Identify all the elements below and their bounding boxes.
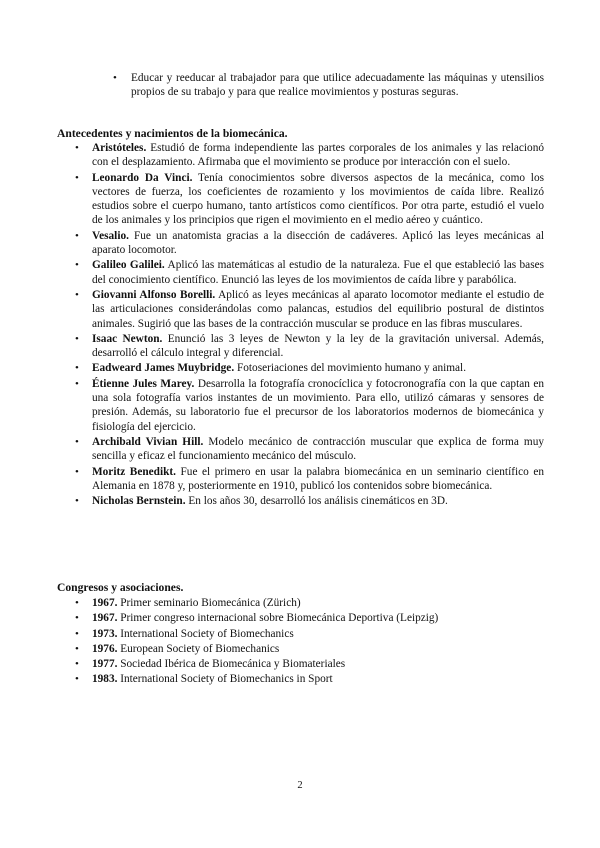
person-name: Isaac Newton. [92,332,163,345]
item-text: En los años 30, desarrolló los análisis cinemáticos en 3D. [185,495,448,508]
item-text: Aplicó las matemáticas al estudio de la naturaleza. Fue el que estableció las bases del conocimiento científico. Enunció las leyes de los movimientos de caída libre y parabólica. [92,259,544,286]
person-name: Galileo Galilei. [92,259,165,272]
section-heading-history: Antecedentes y nacimientos de la biomecánica. [57,127,288,140]
list-item [92,141,544,170]
list-item [92,611,544,625]
list-item: • Educar y reeducar al trabajador para que utilice adecuadamente las máquinas y utensilios propios de su trabajo y para que realice movimientos y posturas seguras. [131,71,544,100]
year: 1967. [92,612,118,625]
list-item [92,171,544,228]
item-text: Enunció las 3 leyes de Newton y la ley de la gravitación universal. Además, desarrolló el cálculo integral y diferencial. [92,332,544,360]
person-name: Moritz Benedikt. [92,465,176,478]
item-text: Modelo mecánico de contracción muscular que explica de forma muy sencilla y eficaz el funcionamiento mecánico del músculo. [92,435,544,463]
item-text: Aplicó as leyes mecánicas al aparato locomotor mediante el estudio de las articulaciones considerándolas como palancas, estudios del equilibrio postural de distintos animales. Sugirió que las bases de la contracción muscular se produce en las fibras musculares. [92,288,544,330]
list-item [92,672,544,686]
item-text: Sociedad Ibérica de Biomecánica y Biomateriales [117,658,346,671]
list-item [92,465,544,494]
item-text: Primer congreso internacional sobre Biomecánica Deportiva (Leipzig) [117,612,439,625]
list-item [92,288,544,331]
person-name: Nicholas Bernstein. [92,495,186,508]
person-name: Archibald Vivian Hill. [92,435,204,448]
item-text: Desarrolla la fotografía cronocíclica y fotocronografía con la que captan en una sola fotografía varios instantes de un movimiento. Para ello, utilizó cámaras y sensores de presión. Además, su laboratorio fue el precursor de los laboratorios modernos de biomecánica y fisiología del ejercicio. [92,377,544,433]
list-item [92,627,544,641]
year: 1973. [92,627,118,640]
item-text: Estudió de forma independiente las partes corporales de los animales y las relacionó con el desplazamiento. Afirmaba que el movimiento se produce por interacción con el suelo. [92,142,544,169]
list-item [92,657,544,671]
item-text: European Society of Biomechanics [117,642,280,655]
list-item [92,596,544,610]
list-item [92,494,544,508]
person-name: Eadweard James Muybridge. [92,362,235,375]
list-item [92,258,544,287]
intro-list [131,71,544,100]
list-item [92,229,544,258]
item-text: International Society of Biomechanics [117,627,294,640]
section-heading-congress: Congresos y asociaciones. [57,581,184,594]
list-item [92,332,544,361]
year: 1967. [92,597,118,609]
page-number: 2 [297,780,303,791]
list-item [92,377,544,434]
year: 1983. [92,673,118,686]
item-text: Fue un anatomista gracias a la disección de cadáveres. Aplicó las leyes mecánicas al aparato locomotor. [92,229,544,257]
list-item [92,361,544,375]
person-name: Leonardo Da Vinci. [92,171,193,184]
item-text: Tenía conocimientos sobre diversos aspectos de la mecánica, como los vectores de fuerza, los coeficientes de rozamiento y los movimientos de caída libre. Realizó estudios sobre el cuerpo humano, tanto artísticos como científicos. Por otra parte, estudió el vuelo de los animales y los principios que rigen el movimiento en el medio aéreo y cuántico. [92,171,544,227]
item-text: Fue el primero en usar la palabra biomecánica en un seminario científico en Alemania en 1878 y, posteriormente en 1910, publicó los contenidos sobre biomecánica. [92,465,544,492]
list-item [92,435,544,464]
item-text: International Society of Biomechanics in Sport [117,673,333,686]
year: 1976. [92,642,118,655]
list-item [92,642,544,656]
person-name: Giovanni Alfonso Borelli. [92,288,216,301]
congress-list [92,596,544,688]
history-list [92,141,544,509]
person-name: Vesalio. [92,229,129,242]
item-text: Primer seminario Biomecánica (Zürich) [117,597,301,609]
person-name: Étienne Jules Marey. [92,377,195,390]
item-text: Fotoseriaciones del movimiento humano y animal. [234,362,467,375]
year: 1977. [92,658,118,671]
person-name: Aristóteles. [92,142,147,154]
